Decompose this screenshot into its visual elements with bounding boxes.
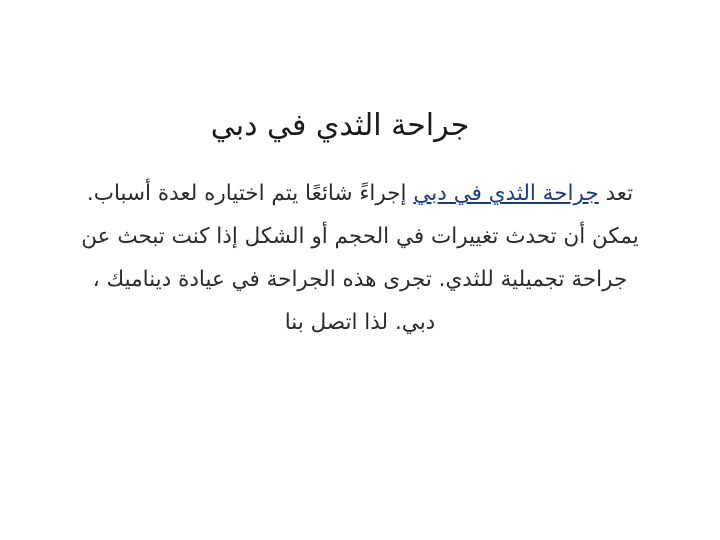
- paragraph-line-2: يمكن أن تحدث تغييرات في الحجم أو الشكل إذا كنت تبحث عن: [81, 224, 639, 249]
- paragraph-intro-text: تعد: [598, 181, 634, 206]
- slide-title-text: جراحة الثدي في دبي: [210, 108, 470, 143]
- slide-title: [0, 102, 720, 150]
- paragraph-line-1: [36, 172, 684, 215]
- paragraph-line-4: دبي. لذا اتصل بنا: [284, 310, 436, 335]
- paragraph-line-1-rest: إجراءً شائعًا يتم اختياره لعدة أسباب.: [86, 181, 414, 206]
- paragraph-line-3: جراحة تجميلية للثدي. تجرى هذه الجراحة في عيادة ديناميك ،: [92, 267, 628, 292]
- breast-surgery-dubai-link[interactable]: جراحة الثدي في دبي: [413, 181, 599, 206]
- body-paragraph: [36, 172, 684, 344]
